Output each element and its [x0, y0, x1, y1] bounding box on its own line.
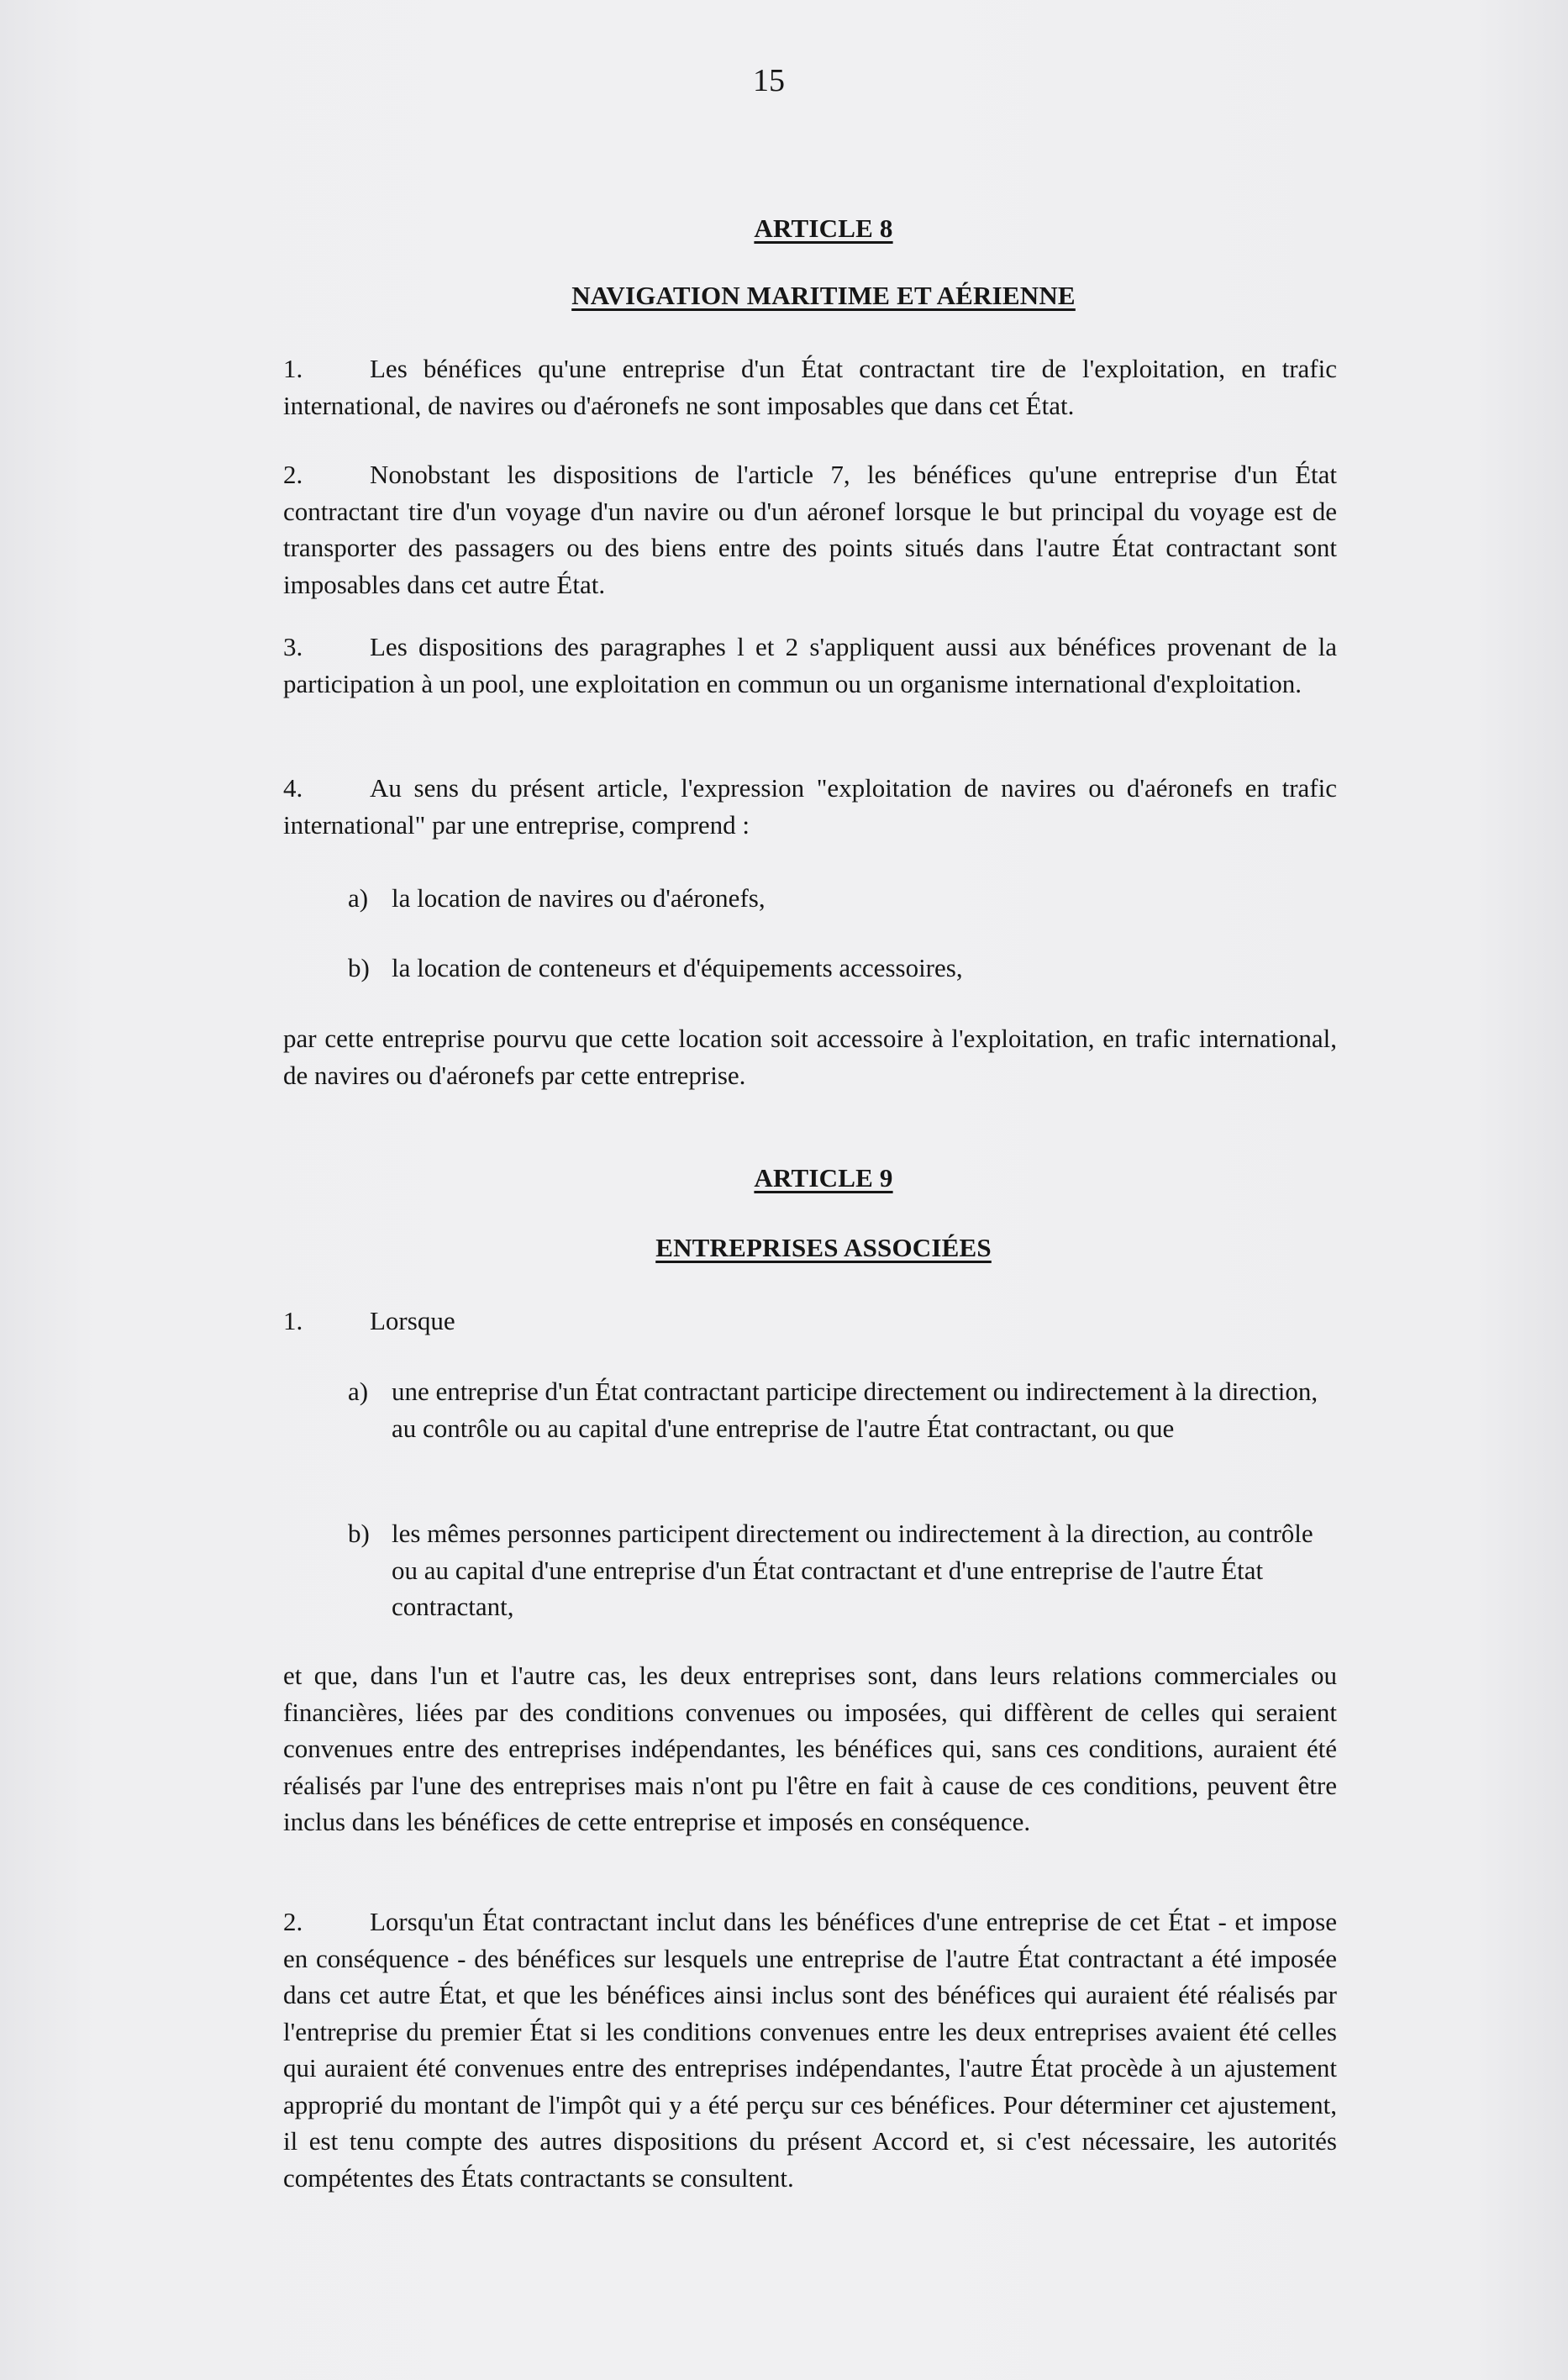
- article-9-item-b: [348, 1515, 1333, 1625]
- article-9-item-a: [348, 1373, 1333, 1446]
- paragraph-number: 4.: [283, 773, 303, 803]
- article-8-item-b: [348, 950, 1383, 987]
- paragraph-text: Lorsque: [370, 1306, 455, 1335]
- paragraph-text: Lorsqu'un État contractant inclut dans les bénéfices d'une entreprise de cet État - et impose en conséquence - des bénéfices sur lesquels une entreprise de l'autre État contractant a été imposée dans cet autre État, et que les bénéfices ainsi inclus sont des bénéfices qui auraient été réalisés par l'entreprise du premier État si les conditions convenues entre les deux entreprises avaient été celles qui auraient été convenues entre des entreprises indépendantes, l'autre État procède à un ajustement approprié du montant de l'impôt qui y a été perçu sur ces bénéfices. Pour déterminer cet ajustement, il est tenu compte des autres dispositions du présent Accord et, si c'est nécessaire, les autorités compétentes des États contractants se consultent.: [283, 1907, 1337, 2193]
- article-8-paragraph-4: [283, 770, 1337, 843]
- article-8-item-a: [348, 880, 1383, 917]
- paragraph-text: Les dispositions des paragraphes l et 2 s'appliquent aussi aux bénéfices provenant de la participation à un pool, une exploitation en commun ou un organisme international d'exploitation.: [283, 632, 1337, 698]
- article-9-subtitle: ENTREPRISES ASSOCIÉES: [655, 1233, 992, 1262]
- item-text: les mêmes personnes participent directement ou indirectement à la direction, au contrôle ou au capital d'une entreprise d'un État contractant et d'une entreprise de l'autre État contractant,: [392, 1519, 1313, 1621]
- article-9-paragraph-2: [283, 1903, 1337, 2196]
- page-number: 15: [753, 63, 785, 98]
- item-letter: a): [348, 1377, 369, 1406]
- article-9-title: ARTICLE 9: [754, 1163, 893, 1193]
- article-8-paragraph-1: [283, 350, 1337, 424]
- item-letter: a): [348, 883, 369, 913]
- paragraph-text: Les bénéfices qu'une entreprise d'un État contractant tire de l'exploitation, en trafic international, de navires ou d'aéronefs ne sont imposables que dans cet État.: [283, 354, 1337, 420]
- item-text: la location de conteneurs et d'équipements accessoires,: [392, 953, 963, 982]
- item-text: la location de navires ou d'aéronefs,: [392, 883, 766, 913]
- article-9-paragraph-1: [283, 1303, 1337, 1340]
- article-9-paragraph-1-tail: et que, dans l'un et l'autre cas, les deux entreprises sont, dans leurs relations commerciales ou financières, liées par des conditions convenues ou imposées, qui diffèrent de celles qui seraient convenues entre des entreprises indépendantes, les bénéfices qui, sans ces conditions, auraient été réalisés par l'une des entreprises mais n'ont pu l'être en fait à cause de ces conditions, peuvent être inclus dans les bénéfices de cette entreprise et imposés en conséquence.: [283, 1661, 1337, 1836]
- item-letter: b): [348, 1519, 370, 1548]
- paragraph-number: 2.: [283, 460, 303, 489]
- article-8-paragraph-3: [283, 629, 1337, 702]
- item-text: une entreprise d'un État contractant participe directement ou indirectement à la direction, au contrôle ou au capital d'une entreprise de l'autre État contractant, ou que: [392, 1377, 1318, 1443]
- paragraph-number: 1.: [283, 1306, 303, 1335]
- paragraph-number: 1.: [283, 354, 303, 383]
- paragraph-text: Nonobstant les dispositions de l'article 7, les bénéfices qu'une entreprise d'un État contractant tire d'un voyage d'un navire ou d'un aéronef lorsque le but principal du voyage est de transporter des passagers ou des biens entre des points situés dans l'autre État contractant sont imposables dans cet autre État.: [283, 460, 1337, 599]
- item-letter: b): [348, 953, 370, 982]
- article-8-paragraph-2: [283, 456, 1337, 603]
- article-8-paragraph-4-tail: par cette entreprise pourvu que cette location soit accessoire à l'exploitation, en trafic international, de navires ou d'aéronefs par cette entreprise.: [283, 1024, 1337, 1090]
- paragraph-number: 2.: [283, 1907, 303, 1936]
- paragraph-text: Au sens du présent article, l'expression "exploitation de navires ou d'aéronefs en trafic international" par une entreprise, comprend :: [283, 773, 1337, 840]
- article-8-title: ARTICLE 8: [754, 213, 893, 243]
- article-8-subtitle: NAVIGATION MARITIME ET AÉRIENNE: [571, 281, 1076, 310]
- paragraph-number: 3.: [283, 632, 303, 661]
